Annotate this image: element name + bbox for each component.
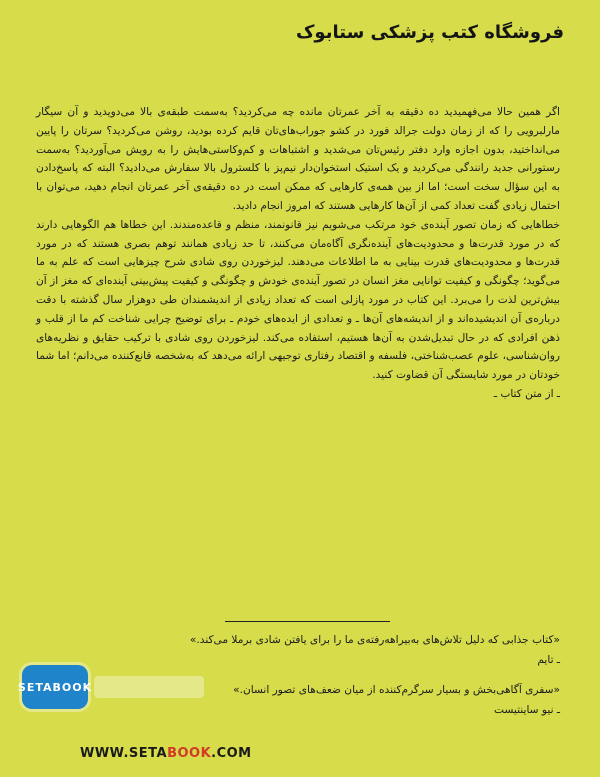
quote-text: «سفری آگاهی‌بخش و بسیار سرگرم‌کننده از میان ضعف‌های تصور انسان.» [233, 684, 560, 696]
website-url[interactable] [80, 746, 252, 761]
logo-text: SETABOOK [17, 680, 93, 694]
divider [225, 621, 390, 622]
url-prefix: WWW.SETA [80, 746, 168, 761]
paragraph: خطاهایی که زمان تصور آینده‌ی خود مرتکب می‌شویم نیز قانونمند، منظم و قاعده‌مندند. این خطاها هم الگوهایی دارند که در مورد قدرت‌ها و محدودیت‌های آینده‌نگری آگاه‌مان می‌کنند، تا حد زیادی همانند توهم بصری هستند که در مورد قدرت‌ها و محدودیت‌های قدرت بینایی به ما اطلاعات می‌دهند. لیزخوردن روی شادی شرح چیزهایی است که علم به ما می‌گوید؛ چگونگی و کیفیت توانایی مغز انسان در تصور آینده‌ی خودش و چگونگی و کیفیت پیش‌بینی آینده‌ای که مغز از آن بیش‌ترین لذت را می‌برد. این کتاب در مورد پازلی است که تعداد زیادی از اندیشمندان طی دوهزار سال گذشته با دقت درباره‌ی آن اندیشیده‌اند و از اندیشه‌های آن‌ها ـ و تعدادی از ایده‌های خودم ـ برای توضیح چرایی شناخت کم ما از قلب و ذهن افرادی که در حال تبدیل‌شدن به آن‌ها هستیم، استفاده می‌کند. لیزخوردن روی شادی با ترکیب حقایق و نظریه‌های روان‌شناسی، علوم عصب‌شناختی، فلسفه و اقتصاد رفتاری توجیهی ارائه می‌دهد که به‌شخصه قانع‌کننده می‌دانم؛ اما شما خودتان در مورد شایستگی آن قضاوت کنید. [36, 218, 560, 382]
quote-text: «کتاب جذابی که دلیل تلاش‌های به‌بیراهه‌رفته‌ی ما را برای یافتن شادی برملا می‌کند.» [189, 634, 560, 646]
quote-source: ـ نیو ساینتیست [494, 704, 560, 716]
review-quote [36, 630, 560, 670]
watermark-logo [17, 665, 204, 709]
url-suffix: .COM [211, 746, 252, 761]
url-accent: BOOK [167, 746, 212, 761]
setabook-logo-icon [17, 665, 93, 709]
excerpt-attribution: ـ از متن کتاب ـ [493, 387, 560, 400]
page-title: فروشگاه کتب پزشکی ستابوک [295, 22, 564, 43]
book-excerpt [36, 103, 560, 404]
logo-banner [94, 676, 204, 698]
quote-source: ـ تایم [537, 654, 560, 666]
paragraph: اگر همین حالا می‌فهمیدید ده دقیقه به آخر عمرتان مانده چه می‌کردید؟ به‌سمت طبقه‌ی بالا می‌دویدید و آن سیگار مارلبرویی را که از زمان دولت جرالد فورد در کشو جوراب‌های‌تان قایم کرده بودید، روشن می‌کردید؟ سرتان را پایین می‌انداختید، بدون اجازه وارد دفتر رئیس‌تان می‌شدید و اشتباهات و کم‌وکاستی‌هایش را به رویش می‌آوردید؟ به‌سمت رستورانی جدید رانندگی می‌کردید و یک استیک استخوان‌دار نیم‌پز با کلسترول بالا سفارش می‌دادید؟ البته که پاسخ‌دادن به این سؤال سخت است؛ اما از بین همه‌ی کارهایی که ممکن است در ده دقیقه‌ی آخر عمرتان انجام دهید، می‌توان با احتمال زیادی گفت تعداد کمی از آن‌ها کارهایی هستند که امروز انجام دادید. [36, 106, 560, 212]
